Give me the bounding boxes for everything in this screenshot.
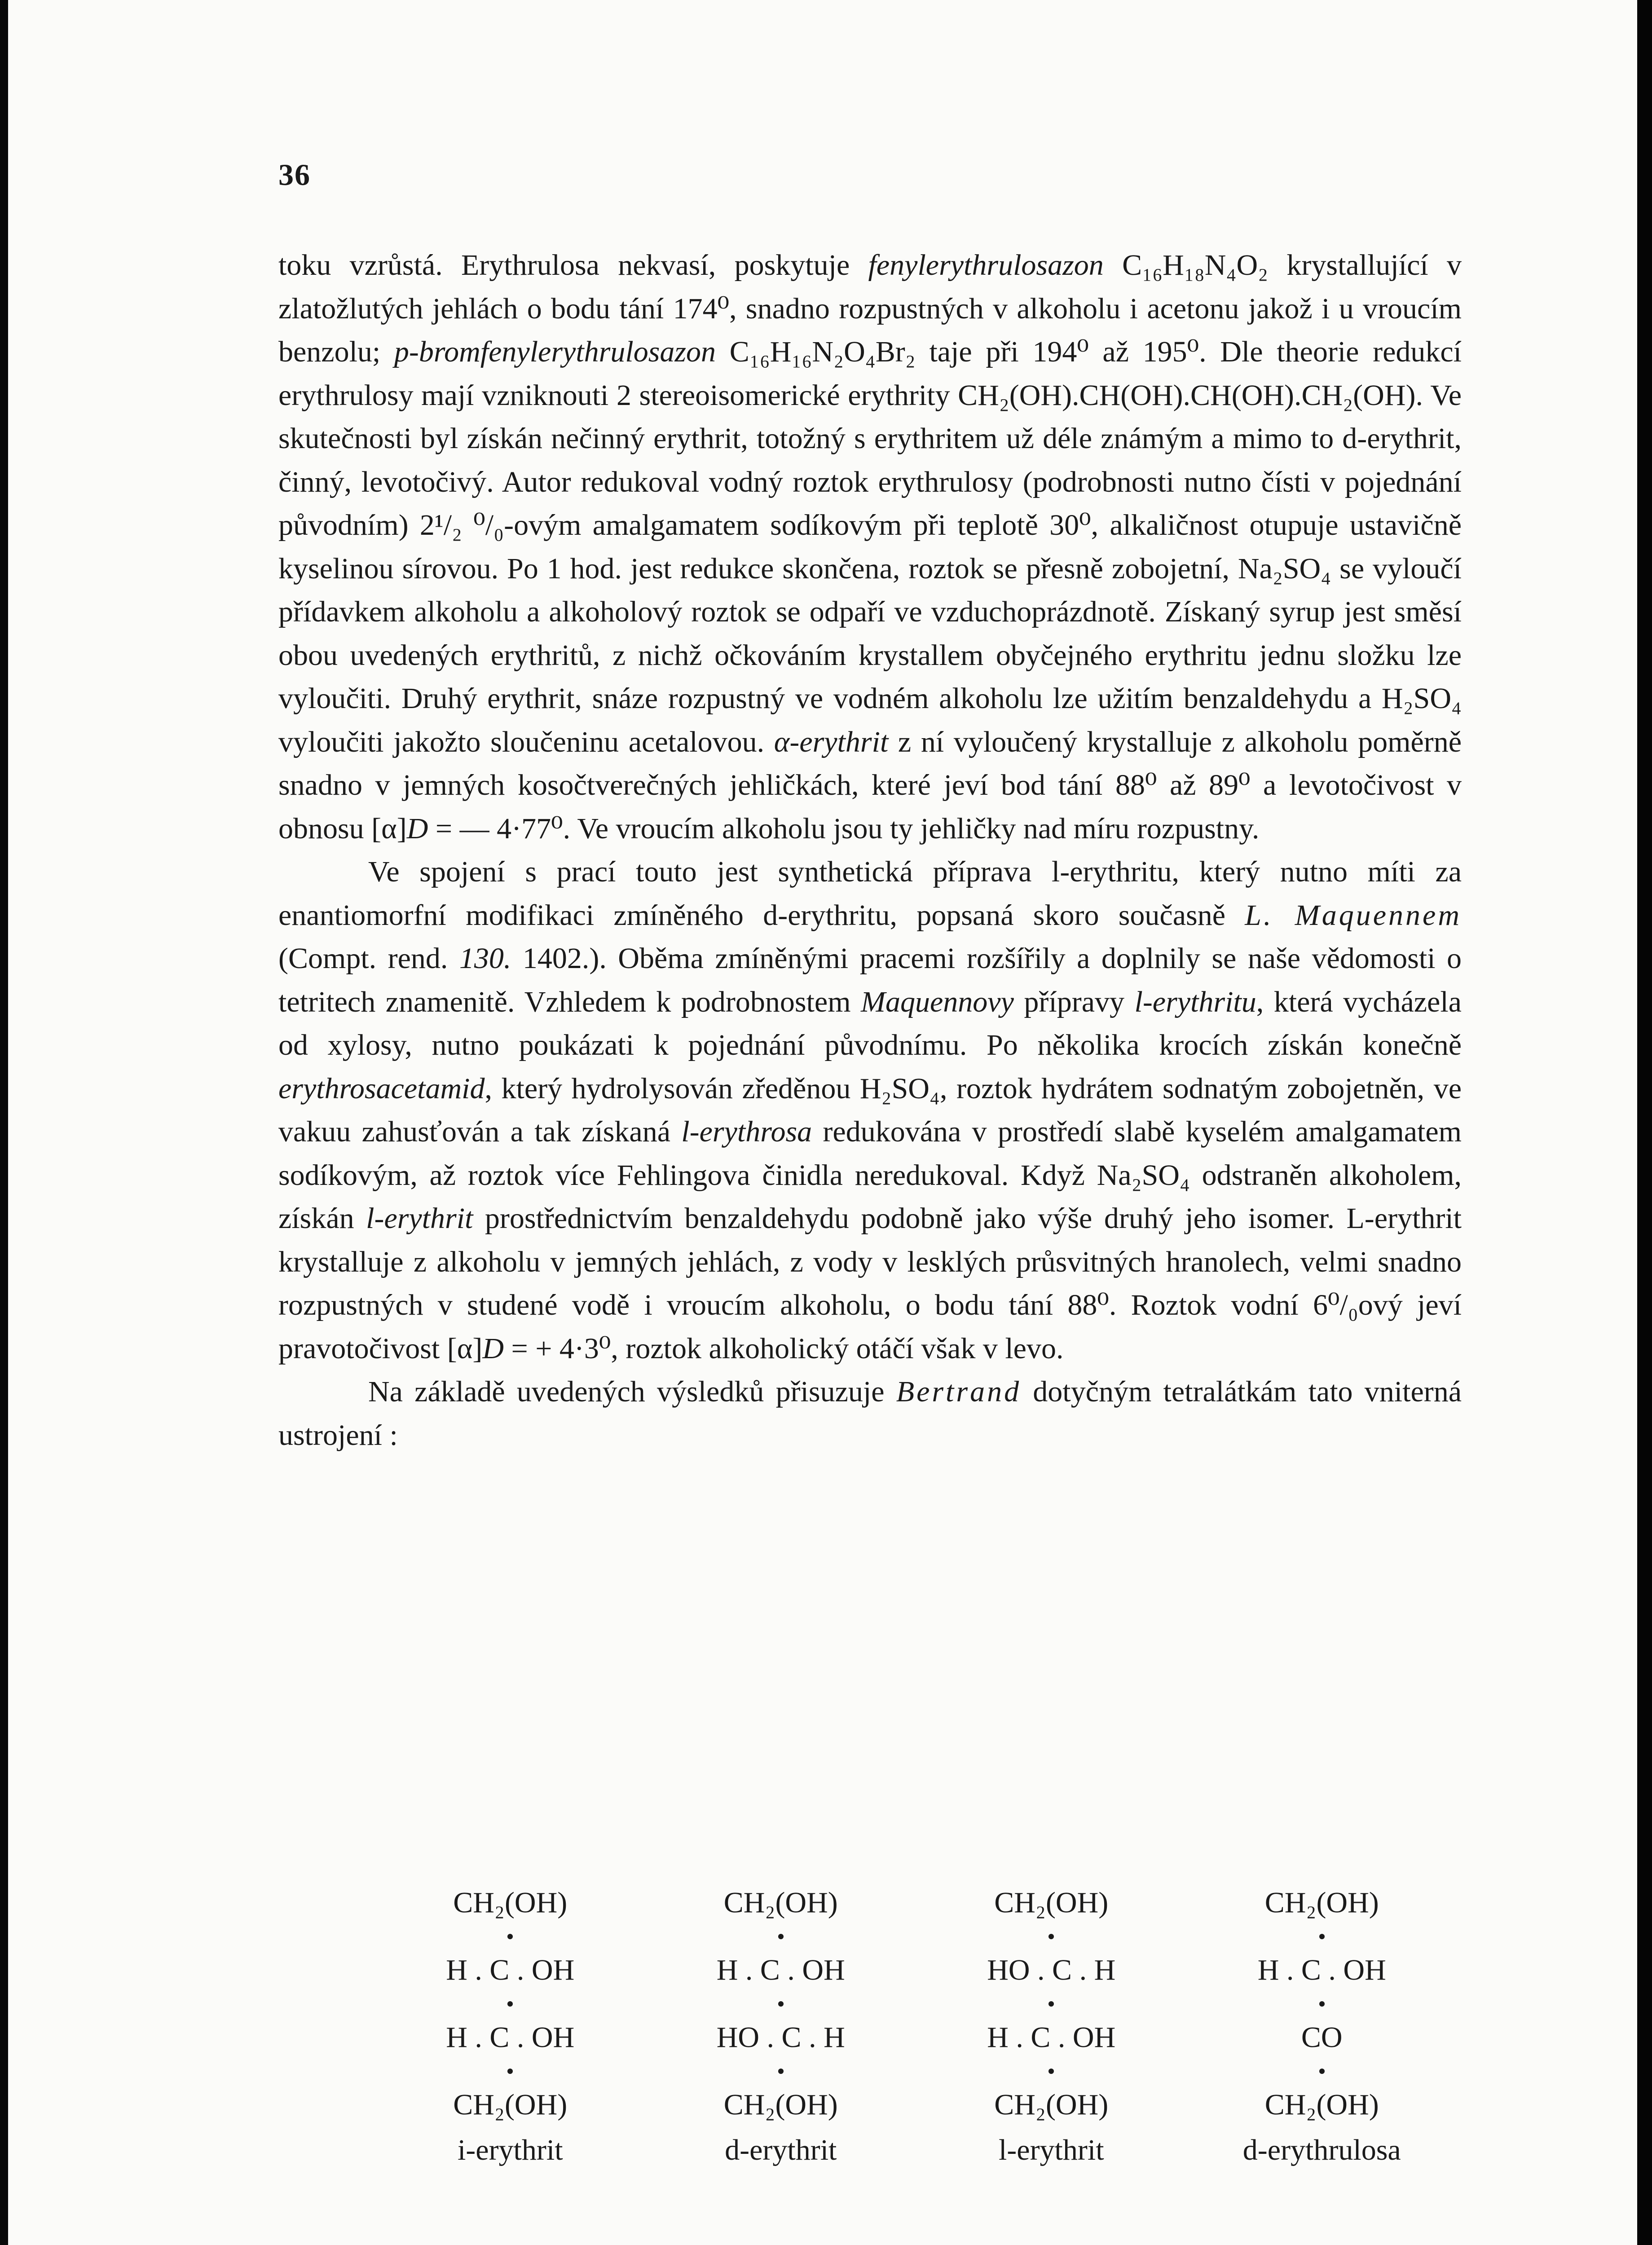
bond-dot-icon bbox=[507, 2061, 513, 2081]
bond-dot-icon bbox=[507, 1927, 513, 1946]
italic-run: erythrosacetamid bbox=[278, 1072, 485, 1105]
text-run: , která vycházela od xylosy, nutno poukázati k pojednání původnímu. Po několika krocích získán konečně bbox=[278, 985, 1462, 1061]
text-run: (Compt. rend. bbox=[278, 942, 459, 975]
bond-dot-icon bbox=[1048, 1994, 1054, 2014]
formula-line: HO . C . H bbox=[716, 2021, 845, 2054]
text-run: prostřednictvím benzaldehydu podobně jako výše druhý jeho isomer. L-erythrit krystalluje z alkoholu v jemných jehlách, z vody v lesklých průsvitných hranolech, velmi snadno rozpustných v studené vodě i vroucím alkoholu, o bodu tání 88⁰. Roztok vodní 6⁰/₀ový jeví pravotočivost [α] bbox=[278, 1202, 1462, 1365]
italic-run: l-erythritu bbox=[1134, 985, 1256, 1018]
formula-line: CH₂(OH) bbox=[723, 2088, 838, 2121]
paragraph-3 bbox=[278, 1370, 1462, 1457]
formula-i-erythrit bbox=[375, 1879, 646, 2172]
italic-run: l-erythrosa bbox=[681, 1115, 812, 1148]
text-run: Ve spojení s prací touto jest synthetická příprava l-erythritu, který nutno míti za enantiomorfní modifikaci zmíněného d-erythritu, popsaná skoro současně bbox=[278, 855, 1462, 932]
italic-run: Maquennovy bbox=[861, 985, 1014, 1018]
bond-dot-icon bbox=[1048, 2061, 1054, 2081]
formula-name: d-erythrit bbox=[725, 2134, 837, 2166]
text-run: 1402.). Oběma zmíněnými pracemi rozšířily a doplnily se naše vědomosti o tetritech znamenitě. Vzhledem k podrobnostem bbox=[278, 942, 1462, 1018]
formula-line: CH₂(OH) bbox=[453, 2088, 568, 2121]
bond-dot-icon bbox=[778, 1927, 784, 1946]
italic-run: α-erythrit bbox=[774, 725, 889, 758]
formula-line: H . C . OH bbox=[446, 1954, 575, 1986]
text-run: = + 4·3⁰, roztok alkoholický otáčí však v levo. bbox=[503, 1332, 1064, 1365]
text-run: , který hydrolysován zředěnou H₂SO₄, roztok hydrátem sodnatým zobojetněn, ve vakuu zahusťován a tak získaná bbox=[278, 1072, 1462, 1148]
formula-line: H . C . OH bbox=[446, 2021, 575, 2054]
formula-d-erythrulosa bbox=[1187, 1879, 1458, 2172]
formula-line: CH₂(OH) bbox=[453, 1886, 568, 1919]
italic-run: D bbox=[406, 812, 428, 845]
italic-run: 130. bbox=[459, 942, 511, 975]
scan-border-left bbox=[0, 0, 8, 2245]
formula-line: H . C . OH bbox=[987, 2021, 1116, 2054]
formula-line: CH₂(OH) bbox=[1264, 2088, 1379, 2121]
text-run: toku vzrůstá. Erythrulosa nekvasí, poskytuje bbox=[278, 249, 868, 282]
structural-formulas bbox=[375, 1879, 1457, 2172]
bond-dot-icon bbox=[778, 2061, 784, 2081]
formula-line: CH₂(OH) bbox=[1264, 1886, 1379, 1919]
formula-line: H . C . OH bbox=[716, 1954, 845, 1986]
text-run: dotyčným tetralátkám tato vniterná ustrojení : bbox=[278, 1375, 1462, 1452]
text-run: C₁₆H₁₈N₄O₂ krystallující v zlatožlutých jehlách o bodu tání 174⁰, snadno rozpustných v alkoholu i acetonu jakož i u vroucím benzolu; bbox=[278, 249, 1462, 368]
italic-run: D bbox=[482, 1332, 504, 1365]
formula-name: d-erythrulosa bbox=[1242, 2134, 1401, 2166]
bond-dot-icon bbox=[1319, 2061, 1325, 2081]
bond-dot-icon bbox=[1319, 1994, 1325, 2014]
text-run: = — 4·77⁰. Ve vroucím alkoholu jsou ty jehličky nad míru rozpustny. bbox=[428, 812, 1260, 845]
text-run: z ní vyloučený krystalluje z alkoholu poměrně snadno v jemných kosočtverečných jehličkách, které jeví bod tání 88⁰ až 89⁰ a levotočivost v obnosu [α] bbox=[278, 725, 1462, 845]
formula-name: l-erythrit bbox=[998, 2134, 1104, 2166]
italic-run: L. Maquennem bbox=[1245, 898, 1462, 932]
scan-border-right bbox=[1637, 0, 1652, 2245]
formula-line: H . C . OH bbox=[1257, 1954, 1386, 1986]
page-number: 36 bbox=[278, 158, 311, 192]
italic-run: p-bromfenylerythrulosazon bbox=[394, 335, 716, 368]
bond-dot-icon bbox=[1319, 1927, 1325, 1946]
formula-line: HO . C . H bbox=[987, 1954, 1116, 1986]
italic-run: fenylerythrulosazon bbox=[868, 249, 1104, 282]
bond-dot-icon bbox=[1048, 1927, 1054, 1946]
formula-name: i-erythrit bbox=[457, 2134, 563, 2166]
bond-dot-icon bbox=[778, 1994, 784, 2014]
formula-line: CH₂(OH) bbox=[723, 1886, 838, 1919]
text-run: přípravy bbox=[1013, 985, 1135, 1018]
italic-run: l-erythrit bbox=[366, 1202, 473, 1235]
bond-dot-icon bbox=[507, 1994, 513, 2014]
paragraph-1 bbox=[278, 244, 1462, 850]
text-run: Na základě uvedených výsledků přisuzuje bbox=[368, 1375, 896, 1408]
paragraph-2 bbox=[278, 850, 1462, 1370]
formula-line: CH₂(OH) bbox=[994, 2088, 1109, 2121]
body-text bbox=[278, 244, 1462, 1457]
text-run: C₁₆H₁₆N₂O₄Br₂ taje při 194⁰ až 195⁰. Dle theorie redukcí erythrulosy mají vzniknouti 2 stereoisomerické erythrity CH₂(OH).CH(OH).CH(OH).CH₂(OH). Ve skutečnosti byl získán nečinný erythrit, totožný s erythritem už déle známým a mimo to d-erythrit, činný, levotočivý. Autor redukoval vodný roztok erythrulosy (podrobnosti nutno čísti v pojednání původním) 2¹/₂ ⁰/₀-ovým amalgamatem sodíkovým při teplotě 30⁰, alkaličnost otupuje ustavičně kyselinou sírovou. Po 1 hod. jest redukce skončena, roztok se přesně zobojetní, Na₂SO₄ se vyloučí přídavkem alkoholu a alkoholový roztok se odpaří ve vzduchoprázdnotě. Získaný syrup jest směsí obou uvedených erythritů, z nichž očkováním krystallem obyčejného erythritu jednu složku lze vyloučiti. Druhý erythrit, snáze rozpustný ve vodném alkoholu lze užitím benzaldehydu a H₂SO₄ vyloučiti jakožto sloučeninu acetalovou. bbox=[278, 335, 1462, 758]
formula-line: CO bbox=[1301, 2021, 1343, 2054]
italic-run: Bertrand bbox=[896, 1375, 1022, 1408]
text-run: redukována v prostředí slabě kyselém amalgamatem sodíkovým, až roztok více Fehlingova činidla neredukoval. Když Na₂SO₄ odstraněn alkoholem, získán bbox=[278, 1115, 1462, 1235]
formula-line: CH₂(OH) bbox=[994, 1886, 1109, 1919]
formula-l-erythrit bbox=[916, 1879, 1187, 2172]
formula-d-erythrit bbox=[646, 1879, 916, 2172]
